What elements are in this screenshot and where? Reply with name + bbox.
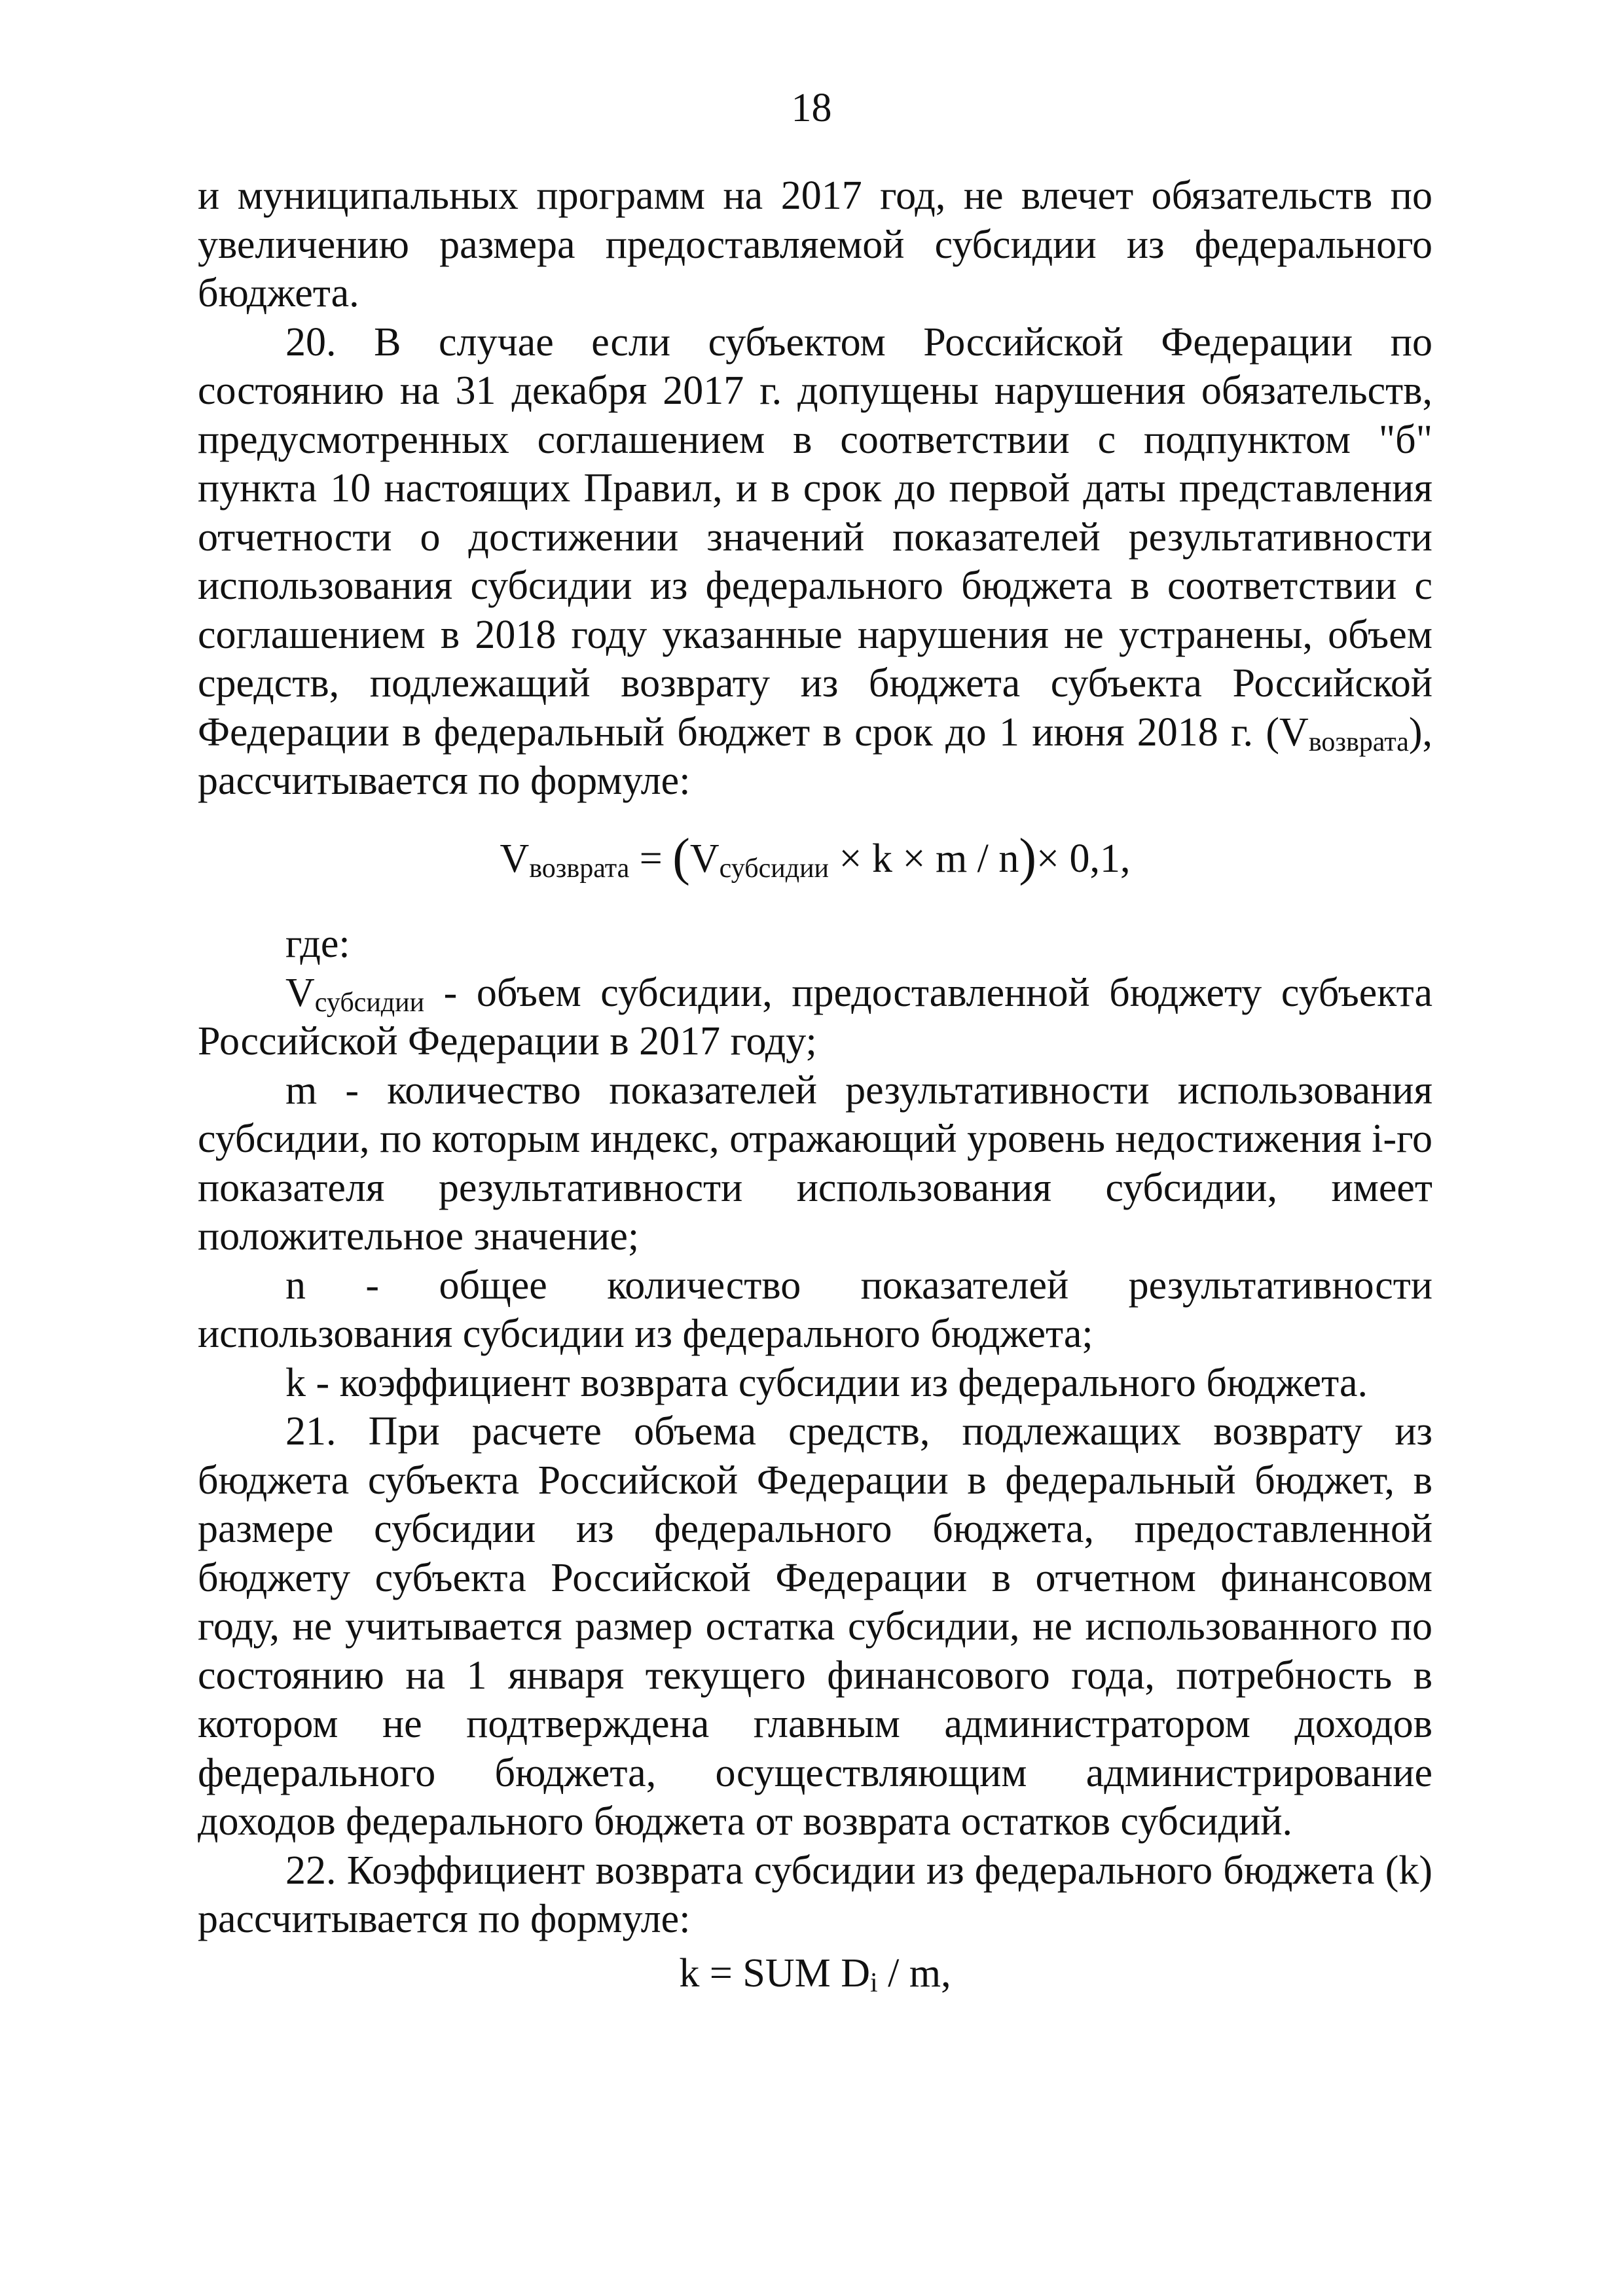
formula-middle: × k × m / n [829,836,1019,881]
formula-k-rhs: / m, [877,1950,951,1996]
paragraph-21: 21. При расчете объема средств, подлежащих возврату из бюджета субъекта Российской Федерации в федеральный бюджет, в размере субсидии из федерального бюджета, предоставленной бюджету субъекта Российской Федерации в отчетном финансовом году, не учитывается размер остатка субсидии, не использованного по состоянию на 1 января текущего финансового года, потребность в котором не подтверждена главным администратором доходов федерального бюджета, осуществляющим администрирование доходов федерального бюджета от возврата остатков субсидий. [198,1409,1432,1844]
formula-v-subsidy-subscript: субсидии [719,853,830,884]
definition-m: m - количество показателей результативности использования субсидии, по которым индекс, отражающий уровень недостижения i-го показателя результативности использования субсидии, имеет положительное значение; [198,1067,1432,1259]
definition-v-text: - объем субсидии, предоставленной бюджету субъекта Российской Федерации в 2017 году; [198,970,1432,1064]
formula-left-paren: ( [672,828,690,886]
formula-tail: × 0,1, [1036,836,1131,881]
paragraph-22: 22. Коэффициент возврата субсидии из федерального бюджета (k) рассчитывается по формуле: [198,1848,1432,1941]
definition-v: V [285,970,315,1015]
document-body [198,171,1432,1998]
paragraph-20 [198,318,1432,806]
paragraph-20-subscript: возврата [1308,726,1409,757]
formula-v-return [198,828,1432,886]
formula-v: V [500,836,530,881]
paragraph-20-tail: ), рассчитывается по формуле: [198,709,1432,803]
formula-k [198,1949,1432,1998]
page-number: 18 [791,86,832,130]
formula-equals: = [629,836,673,881]
formula-v-subscript: возврата [529,853,630,884]
definition-v-subscript: субсидии [314,987,425,1018]
definition-v-subsidy [198,969,1432,1066]
paragraph-continuation: и муниципальных программ на 2017 год, не влечет обязательств по увеличению размера предоставляемой субсидии из федерального бюджета. [198,173,1432,315]
definition-n: n - общее количество показателей результативности использования субсидии из федерального бюджета; [198,1263,1432,1356]
formula-right-paren: ) [1019,828,1037,886]
formula-k-lhs: k = SUM D [679,1950,870,1996]
formula-k-subscript: i [870,1967,878,1998]
paragraph-20-lead: 20. В случае если субъектом Российской Федерации по состоянию на 31 декабря 2017 г. допущены нарушения обязательств, предусмотренных соглашением в соответствии с подпунктом "б" пункта 10 настоящих Правил, и в срок до первой даты представления отчетности о достижении значений показателей результативности использования субсидии из федерального бюджета в соответствии с соглашением в 2018 году указанные нарушения не устранены, объем средств, подлежащий возврату из бюджета субъекта Российской Федерации в федеральный бюджет в срок до 1 июня 2018 г. (V [198,319,1432,755]
where-label: где: [285,922,350,966]
definition-k: k - коэффициент возврата субсидии из федерального бюджета. [285,1360,1368,1405]
formula-v-subsidy: V [689,836,720,881]
